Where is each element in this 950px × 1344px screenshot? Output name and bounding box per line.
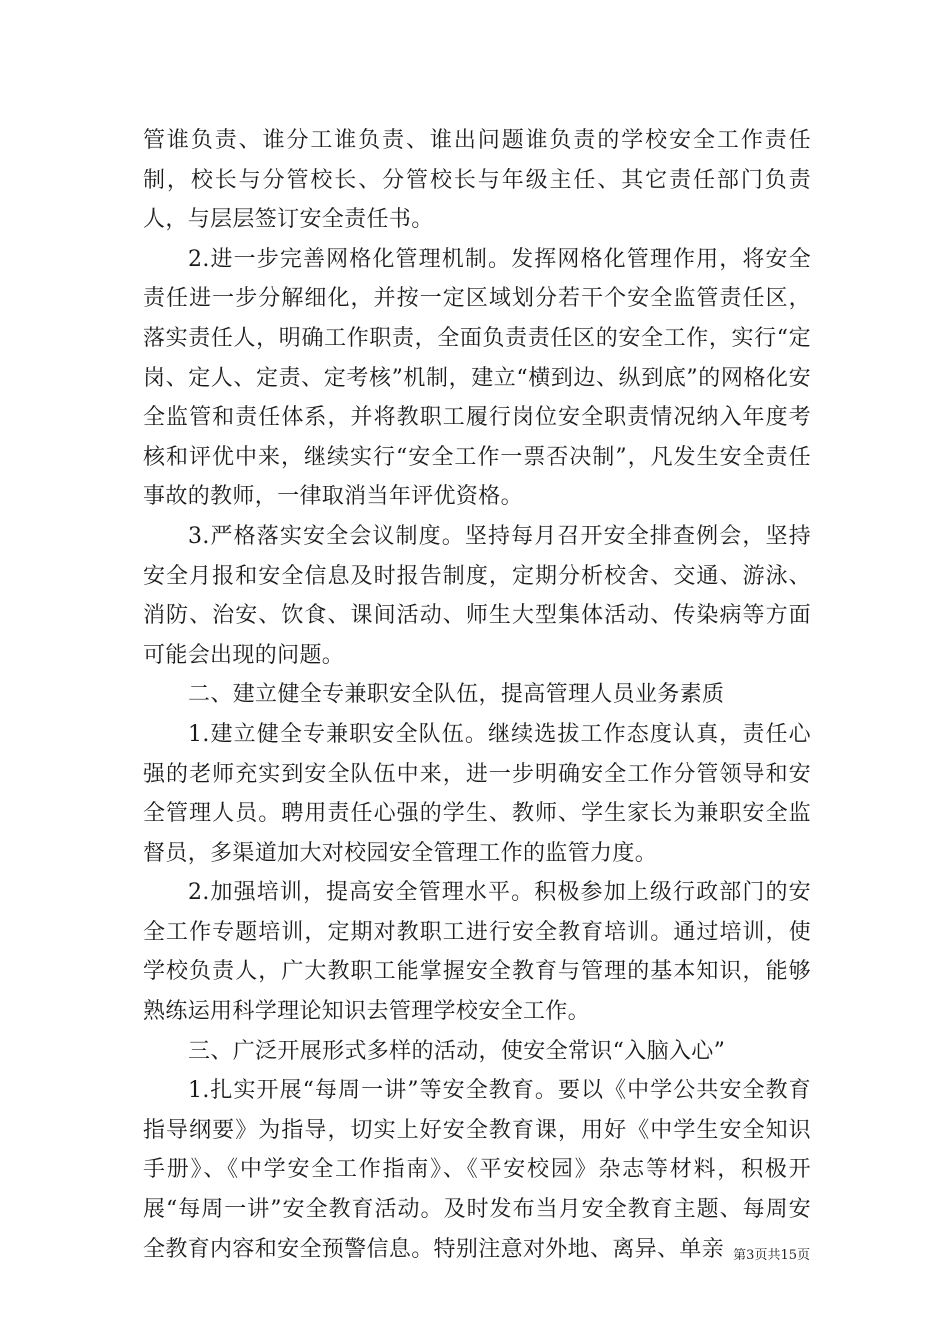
page-number: 第3页共15页 <box>733 1248 810 1263</box>
section-heading-2: 二、建立健全专兼职安全队伍，提高管理人员业务素质 <box>188 682 725 708</box>
paragraph-grid-management: 2.进一步完善网格化管理机制。发挥网格化管理作用，将安全责任进一步分解细化，并按一定区域划分若干个安全监管责任区，落实责任人，明确工作职责，全面负责责任区的安全工作，实行“定岗、定人、定责、定考核”机制，建立“横到边、纵到底”的网格化安全监管和责任体系，并将教职工履行岗位安全职责情况纳入年度考核和评优中来，继续实行“安全工作一票否决制”，凡发生安全责任事故的教师，一律取消当年评优资格。 <box>143 246 811 510</box>
paragraph-training: 2.加强培训，提高安全管理水平。积极参加上级行政部门的安全工作专题培训，定期对教职工进行安全教育培训。通过培训，使学校负责人，广大教职工能掌握安全教育与管理的基本知识，能够熟练运用科学理论知识去管理学校安全工作。 <box>143 880 811 1025</box>
paragraph-continuation: 管谁负责、谁分工谁负责、谁出问题谁负责的学校安全工作责任制，校长与分管校长、分管校长与年级主任、其它责任部门负责人，与层层签订安全责任书。 <box>143 128 811 233</box>
paragraph-safety-team: 1.建立健全专兼职安全队伍。继续选拔工作态度认真，责任心强的老师充实到安全队伍中来，进一步明确安全工作分管领导和安全管理人员。聘用责任心强的学生、教师、学生家长为兼职安全监督员，多渠道加大对校园安全管理工作的监管力度。 <box>143 721 811 866</box>
section-heading-3: 三、广泛开展形式多样的活动，使安全常识“入脑入心” <box>188 1038 726 1064</box>
paragraph-weekly-lecture: 1.扎实开展“每周一讲”等安全教育。要以《中学公共安全教育指导纲要》为指导，切实上好安全教育课，用好《中学生安全知识手册》、《中学安全工作指南》、《平安校园》杂志等材料，积极开展“每周一讲”安全教育活动。及时发布当月安全教育主题、每周安全教育内容和安全预警信息。特别注意对外地、离异、单亲 <box>143 1078 811 1262</box>
paragraph-safety-meetings: 3.严格落实安全会议制度。坚持每月召开安全排查例会，坚持安全月报和安全信息及时报告制度，定期分析校舍、交通、游泳、消防、治安、饮食、课间活动、师生大型集体活动、传染病等方面可能会出现的问题。 <box>143 523 811 668</box>
document-body <box>143 121 811 1269</box>
